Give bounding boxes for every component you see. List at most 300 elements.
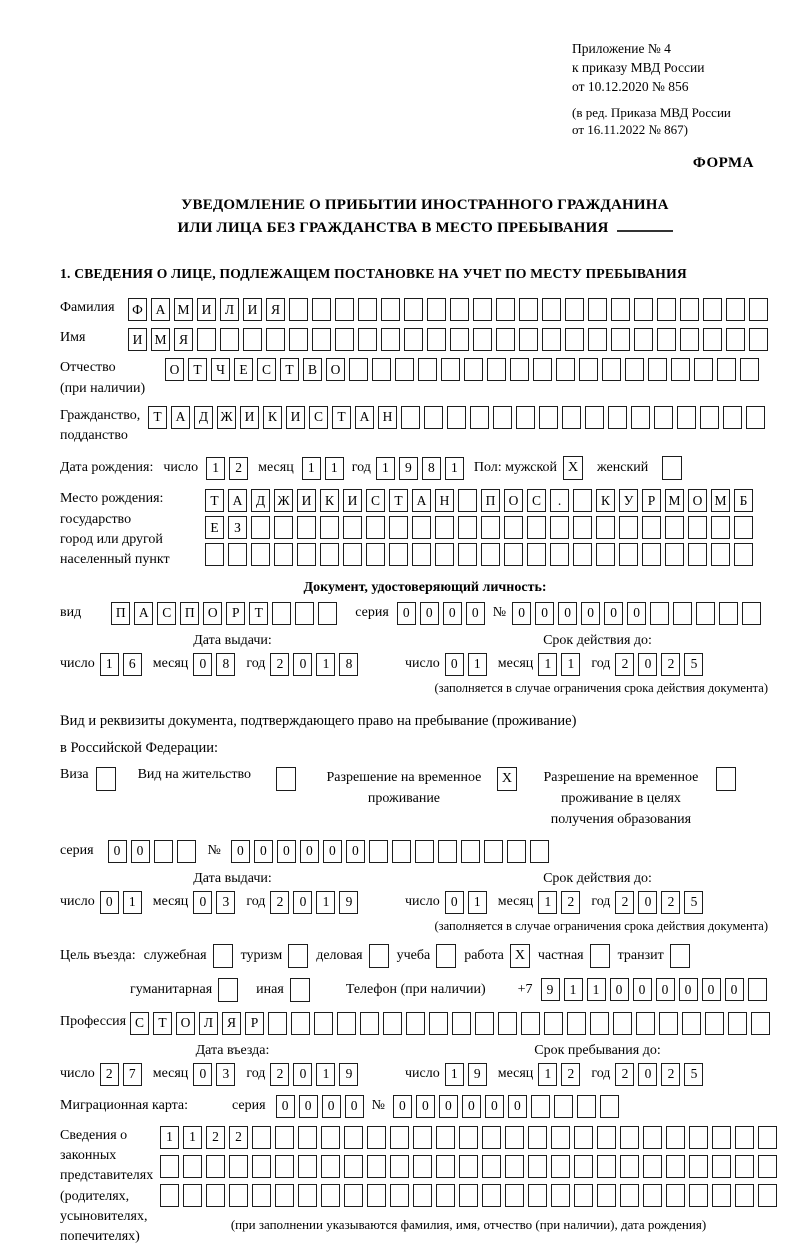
char-box[interactable] (312, 298, 331, 321)
citizenship-boxes[interactable] (148, 406, 765, 429)
char-box[interactable] (551, 1155, 570, 1178)
char-box[interactable] (160, 1184, 179, 1207)
char-box[interactable]: 1 (160, 1126, 179, 1149)
char-box[interactable] (297, 543, 316, 566)
char-box[interactable]: 1 (538, 653, 557, 676)
char-box[interactable] (611, 328, 630, 351)
purpose-official-checkbox[interactable] (213, 944, 233, 968)
char-box[interactable]: 1 (445, 457, 464, 480)
doc-issue-month[interactable] (193, 653, 235, 676)
char-box[interactable]: О (688, 489, 707, 512)
char-box[interactable] (441, 358, 460, 381)
char-box[interactable] (484, 840, 503, 863)
char-box[interactable]: 0 (466, 602, 485, 625)
char-box[interactable]: 0 (485, 1095, 504, 1118)
char-box[interactable] (643, 1155, 662, 1178)
char-box[interactable] (470, 406, 489, 429)
char-box[interactable] (251, 543, 270, 566)
char-box[interactable] (642, 516, 661, 539)
char-box[interactable] (291, 1012, 310, 1035)
char-box[interactable] (295, 602, 314, 625)
purpose-humanitarian-checkbox[interactable] (218, 978, 238, 1002)
char-box[interactable] (625, 358, 644, 381)
char-box[interactable]: Л (220, 298, 239, 321)
char-box[interactable] (542, 328, 561, 351)
char-box[interactable] (289, 298, 308, 321)
char-box[interactable]: 2 (229, 1126, 248, 1149)
char-box[interactable] (314, 1012, 333, 1035)
char-box[interactable] (481, 543, 500, 566)
char-box[interactable]: Ч (211, 358, 230, 381)
char-box[interactable]: И (128, 328, 147, 351)
char-box[interactable] (381, 328, 400, 351)
char-box[interactable]: 0 (277, 840, 296, 863)
char-box[interactable]: Н (378, 406, 397, 429)
char-box[interactable] (427, 298, 446, 321)
res-issue-month[interactable] (193, 891, 235, 914)
char-box[interactable] (272, 602, 291, 625)
char-box[interactable]: 0 (512, 602, 531, 625)
char-box[interactable] (666, 1126, 685, 1149)
char-box[interactable] (505, 1155, 524, 1178)
purpose-other-checkbox[interactable] (290, 978, 310, 1002)
purpose-private-checkbox[interactable] (590, 944, 610, 968)
char-box[interactable]: 9 (541, 978, 560, 1001)
char-box[interactable] (413, 1126, 432, 1149)
char-box[interactable] (712, 1184, 731, 1207)
char-box[interactable] (666, 1184, 685, 1207)
char-box[interactable] (344, 1155, 363, 1178)
char-box[interactable] (703, 328, 722, 351)
char-box[interactable]: 9 (468, 1063, 487, 1086)
char-box[interactable] (711, 543, 730, 566)
char-box[interactable] (611, 298, 630, 321)
char-box[interactable] (335, 298, 354, 321)
char-box[interactable]: М (711, 489, 730, 512)
char-box[interactable]: М (665, 489, 684, 512)
char-box[interactable] (318, 602, 337, 625)
char-box[interactable]: 8 (216, 653, 235, 676)
char-box[interactable]: Н (435, 489, 454, 512)
char-box[interactable] (717, 358, 736, 381)
char-box[interactable] (418, 358, 437, 381)
char-box[interactable]: 5 (684, 653, 703, 676)
char-box[interactable] (390, 1184, 409, 1207)
char-box[interactable]: В (303, 358, 322, 381)
char-box[interactable] (438, 840, 457, 863)
char-box[interactable] (620, 1126, 639, 1149)
char-box[interactable] (666, 1155, 685, 1178)
char-box[interactable] (320, 543, 339, 566)
char-box[interactable] (636, 1012, 655, 1035)
visa-checkbox[interactable] (96, 767, 116, 791)
char-box[interactable] (404, 328, 423, 351)
char-box[interactable] (562, 406, 581, 429)
char-box[interactable] (758, 1126, 777, 1149)
char-box[interactable]: Т (188, 358, 207, 381)
char-box[interactable] (696, 602, 715, 625)
char-box[interactable] (634, 328, 653, 351)
char-box[interactable] (275, 1126, 294, 1149)
guardians-row-2[interactable] (160, 1155, 777, 1178)
char-box[interactable]: И (197, 298, 216, 321)
char-box[interactable] (682, 1012, 701, 1035)
birth-day-boxes[interactable] (206, 457, 248, 480)
char-box[interactable]: Е (205, 516, 224, 539)
char-box[interactable] (634, 298, 653, 321)
char-box[interactable] (556, 358, 575, 381)
char-box[interactable] (602, 358, 621, 381)
birth-place-row-3[interactable] (205, 543, 753, 566)
char-box[interactable] (413, 1184, 432, 1207)
char-box[interactable] (406, 1012, 425, 1035)
char-box[interactable] (726, 328, 745, 351)
char-box[interactable]: 1 (302, 457, 321, 480)
char-box[interactable] (619, 543, 638, 566)
purpose-tourism-checkbox[interactable] (288, 944, 308, 968)
char-box[interactable] (574, 1184, 593, 1207)
birth-place-row-2[interactable] (205, 516, 753, 539)
char-box[interactable] (519, 328, 538, 351)
char-box[interactable]: 0 (393, 1095, 412, 1118)
char-box[interactable] (600, 1095, 619, 1118)
char-box[interactable] (367, 1155, 386, 1178)
char-box[interactable] (694, 358, 713, 381)
char-box[interactable] (458, 489, 477, 512)
char-box[interactable]: 0 (293, 653, 312, 676)
res-valid-year[interactable] (615, 891, 703, 914)
char-box[interactable] (688, 543, 707, 566)
char-box[interactable]: 0 (638, 1063, 657, 1086)
char-box[interactable] (344, 1184, 363, 1207)
char-box[interactable] (206, 1184, 225, 1207)
char-box[interactable] (337, 1012, 356, 1035)
char-box[interactable] (590, 1012, 609, 1035)
char-box[interactable]: 0 (193, 891, 212, 914)
char-box[interactable] (496, 328, 515, 351)
doc-issue-day[interactable] (100, 653, 142, 676)
char-box[interactable]: И (243, 298, 262, 321)
char-box[interactable] (392, 840, 411, 863)
char-box[interactable]: К (263, 406, 282, 429)
char-box[interactable]: З (228, 516, 247, 539)
char-box[interactable]: С (527, 489, 546, 512)
char-box[interactable] (700, 406, 719, 429)
char-box[interactable]: М (174, 298, 193, 321)
char-box[interactable] (748, 978, 767, 1001)
char-box[interactable] (689, 1155, 708, 1178)
doc-type-boxes[interactable] (111, 602, 337, 625)
char-box[interactable] (677, 406, 696, 429)
char-box[interactable] (613, 1012, 632, 1035)
char-box[interactable] (229, 1184, 248, 1207)
char-box[interactable]: 0 (604, 602, 623, 625)
char-box[interactable]: 0 (443, 602, 462, 625)
char-box[interactable] (719, 602, 738, 625)
char-box[interactable]: 7 (123, 1063, 142, 1086)
char-box[interactable] (177, 840, 196, 863)
char-box[interactable]: 0 (679, 978, 698, 1001)
char-box[interactable]: Ф (128, 298, 147, 321)
char-box[interactable] (749, 298, 768, 321)
char-box[interactable]: И (286, 406, 305, 429)
char-box[interactable] (735, 1126, 754, 1149)
residence-permit-checkbox[interactable] (276, 767, 296, 791)
char-box[interactable]: 0 (420, 602, 439, 625)
doc-number-boxes[interactable] (512, 602, 761, 625)
char-box[interactable]: И (297, 489, 316, 512)
char-box[interactable] (473, 328, 492, 351)
char-box[interactable] (372, 358, 391, 381)
char-box[interactable]: У (619, 489, 638, 512)
res-issue-year[interactable] (270, 891, 358, 914)
char-box[interactable] (712, 1126, 731, 1149)
char-box[interactable] (464, 358, 483, 381)
char-box[interactable] (705, 1012, 724, 1035)
char-box[interactable] (746, 406, 765, 429)
char-box[interactable]: . (550, 489, 569, 512)
char-box[interactable]: 0 (397, 602, 416, 625)
char-box[interactable]: 0 (293, 891, 312, 914)
char-box[interactable]: 0 (193, 1063, 212, 1086)
char-box[interactable] (450, 298, 469, 321)
res-valid-day[interactable] (445, 891, 487, 914)
char-box[interactable] (521, 1012, 540, 1035)
char-box[interactable] (596, 543, 615, 566)
char-box[interactable]: 2 (270, 1063, 289, 1086)
char-box[interactable] (415, 840, 434, 863)
patronymic-boxes[interactable] (165, 358, 759, 381)
char-box[interactable] (680, 328, 699, 351)
char-box[interactable]: Р (642, 489, 661, 512)
char-box[interactable] (183, 1184, 202, 1207)
char-box[interactable]: К (596, 489, 615, 512)
char-box[interactable]: С (257, 358, 276, 381)
char-box[interactable] (642, 543, 661, 566)
char-box[interactable]: 0 (610, 978, 629, 1001)
char-box[interactable]: 1 (468, 653, 487, 676)
guardians-row-1[interactable] (160, 1126, 777, 1149)
char-box[interactable] (482, 1184, 501, 1207)
char-box[interactable] (550, 543, 569, 566)
char-box[interactable] (289, 328, 308, 351)
char-box[interactable]: О (165, 358, 184, 381)
char-box[interactable]: О (176, 1012, 195, 1035)
char-box[interactable]: А (355, 406, 374, 429)
stay-year[interactable] (615, 1063, 703, 1086)
char-box[interactable] (712, 1155, 731, 1178)
doc-valid-month[interactable] (538, 653, 580, 676)
char-box[interactable]: 1 (123, 891, 142, 914)
char-box[interactable] (551, 1184, 570, 1207)
char-box[interactable]: Т (389, 489, 408, 512)
char-box[interactable] (554, 1095, 573, 1118)
char-box[interactable]: 1 (316, 1063, 335, 1086)
purpose-business-checkbox[interactable] (369, 944, 389, 968)
char-box[interactable] (459, 1126, 478, 1149)
char-box[interactable] (723, 406, 742, 429)
char-box[interactable] (728, 1012, 747, 1035)
char-box[interactable] (459, 1184, 478, 1207)
char-box[interactable] (550, 516, 569, 539)
char-box[interactable]: 0 (416, 1095, 435, 1118)
char-box[interactable] (459, 1155, 478, 1178)
char-box[interactable]: 1 (100, 653, 119, 676)
char-box[interactable]: П (180, 602, 199, 625)
char-box[interactable] (519, 298, 538, 321)
char-box[interactable]: 2 (661, 891, 680, 914)
char-box[interactable] (573, 516, 592, 539)
char-box[interactable]: 0 (725, 978, 744, 1001)
migration-number-boxes[interactable] (393, 1095, 619, 1118)
char-box[interactable] (565, 298, 584, 321)
char-box[interactable] (565, 328, 584, 351)
res-number-boxes[interactable] (231, 840, 549, 863)
char-box[interactable]: И (343, 489, 362, 512)
char-box[interactable]: М (151, 328, 170, 351)
char-box[interactable] (505, 1184, 524, 1207)
char-box[interactable] (252, 1184, 271, 1207)
char-box[interactable] (344, 1126, 363, 1149)
char-box[interactable] (577, 1095, 596, 1118)
char-box[interactable]: 2 (615, 653, 634, 676)
char-box[interactable] (487, 358, 506, 381)
char-box[interactable] (573, 489, 592, 512)
char-box[interactable] (751, 1012, 770, 1035)
char-box[interactable] (183, 1155, 202, 1178)
char-box[interactable] (680, 298, 699, 321)
char-box[interactable] (657, 328, 676, 351)
char-box[interactable]: А (134, 602, 153, 625)
char-box[interactable] (648, 358, 667, 381)
char-box[interactable]: Я (174, 328, 193, 351)
char-box[interactable] (711, 516, 730, 539)
char-box[interactable] (726, 298, 745, 321)
char-box[interactable]: С (366, 489, 385, 512)
char-box[interactable] (688, 516, 707, 539)
char-box[interactable]: А (412, 489, 431, 512)
char-box[interactable] (588, 298, 607, 321)
char-box[interactable] (620, 1184, 639, 1207)
char-box[interactable]: 2 (561, 891, 580, 914)
char-box[interactable] (650, 602, 669, 625)
sex-female-checkbox[interactable] (662, 456, 682, 480)
char-box[interactable] (197, 328, 216, 351)
char-box[interactable] (436, 1126, 455, 1149)
char-box[interactable] (274, 543, 293, 566)
char-box[interactable] (734, 543, 753, 566)
char-box[interactable] (585, 406, 604, 429)
char-box[interactable]: Д (251, 489, 270, 512)
entry-year[interactable] (270, 1063, 358, 1086)
char-box[interactable] (274, 516, 293, 539)
char-box[interactable] (220, 328, 239, 351)
char-box[interactable] (567, 1012, 586, 1035)
char-box[interactable] (528, 1126, 547, 1149)
char-box[interactable] (657, 298, 676, 321)
char-box[interactable]: О (326, 358, 345, 381)
char-box[interactable]: 0 (445, 653, 464, 676)
char-box[interactable]: П (111, 602, 130, 625)
char-box[interactable] (504, 516, 523, 539)
char-box[interactable]: С (309, 406, 328, 429)
char-box[interactable]: 0 (346, 840, 365, 863)
char-box[interactable]: 0 (535, 602, 554, 625)
doc-valid-day[interactable] (445, 653, 487, 676)
char-box[interactable] (404, 298, 423, 321)
birth-month-boxes[interactable] (302, 457, 344, 480)
char-box[interactable]: 1 (564, 978, 583, 1001)
char-box[interactable] (458, 516, 477, 539)
char-box[interactable] (228, 543, 247, 566)
char-box[interactable]: 2 (615, 1063, 634, 1086)
char-box[interactable]: Ж (217, 406, 236, 429)
purpose-transit-checkbox[interactable] (670, 944, 690, 968)
res-valid-month[interactable] (538, 891, 580, 914)
char-box[interactable]: 0 (638, 891, 657, 914)
char-box[interactable] (429, 1012, 448, 1035)
char-box[interactable] (671, 358, 690, 381)
char-box[interactable] (335, 328, 354, 351)
char-box[interactable] (573, 543, 592, 566)
char-box[interactable] (507, 840, 526, 863)
char-box[interactable]: 1 (445, 1063, 464, 1086)
char-box[interactable] (389, 543, 408, 566)
char-box[interactable]: 0 (193, 653, 212, 676)
char-box[interactable] (160, 1155, 179, 1178)
char-box[interactable]: 8 (422, 457, 441, 480)
char-box[interactable] (498, 1012, 517, 1035)
char-box[interactable] (574, 1155, 593, 1178)
char-box[interactable]: Б (734, 489, 753, 512)
char-box[interactable] (619, 516, 638, 539)
char-box[interactable] (390, 1126, 409, 1149)
char-box[interactable]: 0 (558, 602, 577, 625)
char-box[interactable]: 5 (684, 891, 703, 914)
char-box[interactable] (367, 1184, 386, 1207)
char-box[interactable] (544, 1012, 563, 1035)
doc-issue-year[interactable] (270, 653, 358, 676)
char-box[interactable]: 0 (131, 840, 150, 863)
char-box[interactable]: 0 (100, 891, 119, 914)
char-box[interactable] (481, 516, 500, 539)
char-box[interactable] (298, 1126, 317, 1149)
char-box[interactable] (631, 406, 650, 429)
char-box[interactable]: 9 (399, 457, 418, 480)
char-box[interactable]: 1 (183, 1126, 202, 1149)
char-box[interactable] (154, 840, 173, 863)
char-box[interactable] (504, 543, 523, 566)
char-box[interactable]: Т (280, 358, 299, 381)
char-box[interactable]: 0 (300, 840, 319, 863)
char-box[interactable] (297, 516, 316, 539)
char-box[interactable] (735, 1184, 754, 1207)
char-box[interactable] (527, 543, 546, 566)
temp-residence-checkbox[interactable]: X (497, 767, 517, 791)
char-box[interactable]: 0 (445, 891, 464, 914)
char-box[interactable]: Е (234, 358, 253, 381)
char-box[interactable] (735, 1155, 754, 1178)
migration-series-boxes[interactable] (276, 1095, 364, 1118)
entry-day[interactable] (100, 1063, 142, 1086)
char-box[interactable] (533, 358, 552, 381)
char-box[interactable] (574, 1126, 593, 1149)
char-box[interactable] (749, 328, 768, 351)
char-box[interactable]: 0 (254, 840, 273, 863)
char-box[interactable] (369, 840, 388, 863)
doc-series-boxes[interactable] (397, 602, 485, 625)
char-box[interactable] (496, 298, 515, 321)
